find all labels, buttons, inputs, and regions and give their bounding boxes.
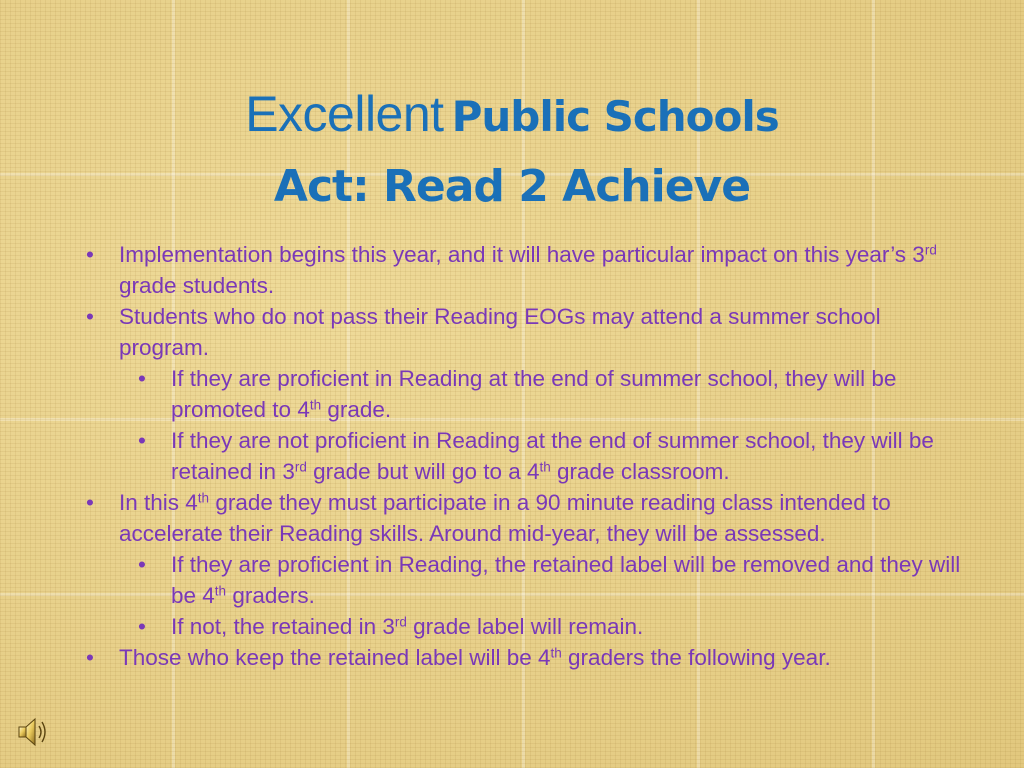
bullet-marker: • <box>138 428 146 453</box>
speaker-icon[interactable] <box>16 714 50 750</box>
bullet-text: graders. <box>226 583 315 608</box>
bullet-marker: • <box>138 552 146 577</box>
bullet-text: Implementation begins this year, and it will have particular impact on this year’s 3 <box>119 242 925 267</box>
bullet-text: grade label will remain. <box>406 614 644 639</box>
superscript-text: rd <box>294 459 307 475</box>
bullet-text: grade classroom. <box>550 459 730 484</box>
slide-title <box>0 78 1024 224</box>
bullet-marker: • <box>138 614 146 639</box>
bullet-text: Those who keep the retained label will be 4 <box>119 645 551 670</box>
sub-bullet-item <box>138 363 966 425</box>
bullet-text: grade but will go to a 4 <box>306 459 540 484</box>
title-line-2: Act: Read 2 Achieve <box>273 161 751 212</box>
superscript-text: th <box>214 583 227 599</box>
superscript-text: th <box>309 397 322 413</box>
bullet-marker: • <box>138 366 146 391</box>
superscript-text: rd <box>394 614 407 630</box>
bullet-item <box>86 239 966 301</box>
bullet-text: If they are not proficient in Reading at the end of summer school, they will be retained in 3 <box>171 428 934 484</box>
bullet-marker: • <box>86 304 94 329</box>
bullet-text: graders the following year. <box>561 645 831 670</box>
superscript-text: th <box>550 645 562 661</box>
bullet-text: grade. <box>321 397 392 422</box>
bullet-text: If they are proficient in Reading at the end of summer school, they will be promoted to 4 <box>171 366 897 422</box>
sub-bullet-item <box>138 611 966 642</box>
bullet-text: grade they must participate in a 90 minute reading class intended to accelerate their Reading skills. Around mid-year, they will be assessed. <box>119 490 891 546</box>
title-line-1 <box>0 78 1024 150</box>
sub-bullet-item <box>138 549 966 611</box>
bullet-text: If they are proficient in Reading, the retained label will be removed and they will be 4 <box>171 552 961 608</box>
bullet-text: grade students. <box>119 273 275 298</box>
bullet-text: Students who do not pass their Reading EOGs may attend a summer school program. <box>119 304 881 360</box>
superscript-text: rd <box>924 242 937 258</box>
bullet-marker: • <box>86 490 94 515</box>
bullet-item <box>86 642 966 673</box>
superscript-text: th <box>539 459 551 475</box>
superscript-text: th <box>197 490 210 506</box>
bullet-marker: • <box>86 242 94 267</box>
bullet-item <box>86 301 966 363</box>
title-part-excellent: Excellent <box>245 86 444 142</box>
bullet-marker: • <box>86 645 94 670</box>
bullet-text: In this 4 <box>119 490 198 515</box>
bullet-text: If not, the retained in 3 <box>171 614 395 639</box>
sub-bullet-item <box>138 425 966 487</box>
bullet-list <box>86 239 966 673</box>
title-part-public-schools: Public Schools <box>451 92 779 141</box>
bullet-item <box>86 487 966 549</box>
